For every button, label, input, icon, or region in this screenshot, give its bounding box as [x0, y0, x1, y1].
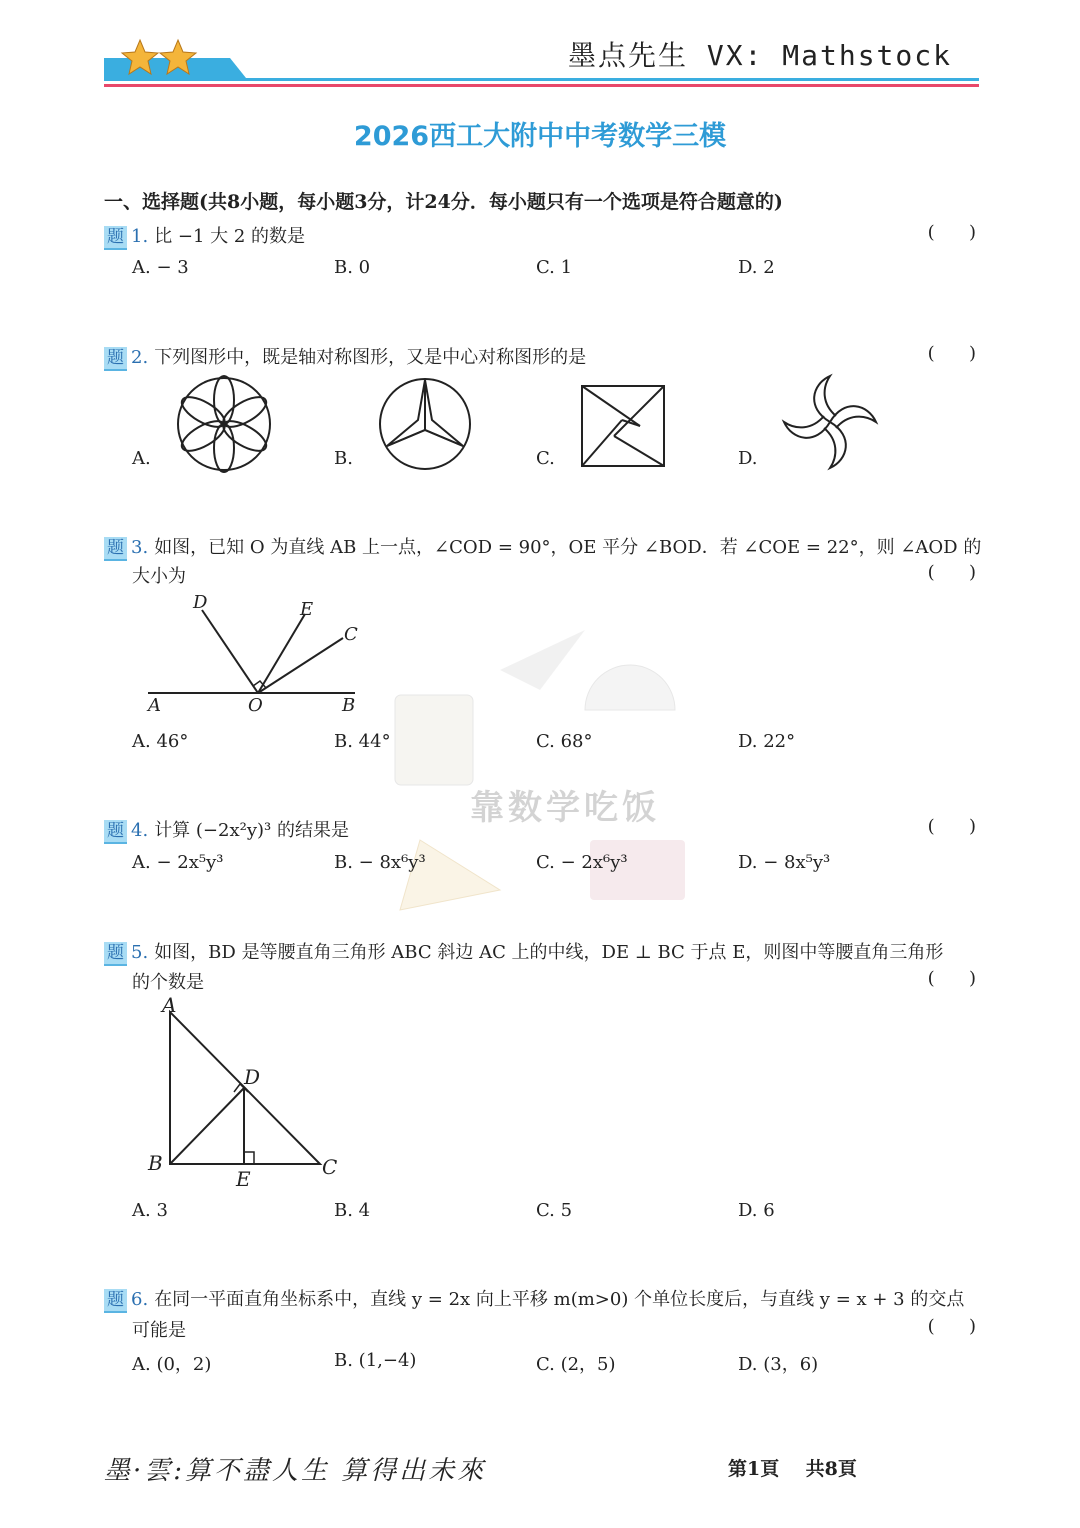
- page-number: 第1頁 共8頁: [728, 1458, 857, 1480]
- option-d: D. 2: [738, 257, 775, 278]
- ray-oe: [258, 614, 305, 693]
- option-c: C. 5: [536, 1200, 573, 1221]
- q3-angle-figure: [130, 588, 370, 718]
- watermark-graphic: [380, 620, 710, 920]
- option-a: A. − 2x⁵y³: [132, 852, 224, 873]
- notepad-icon: [395, 695, 473, 785]
- option-d: D. − 8x⁵y³: [738, 852, 831, 873]
- option-d: D. 22°: [738, 731, 796, 752]
- answer-bracket: ( ): [927, 222, 976, 243]
- option-d: D. (3，6): [738, 1354, 819, 1375]
- question-number: 2.: [131, 347, 149, 368]
- question-text: 如图，已知 O 为直线 AB 上一点，∠COD = 90°，OE 平分 ∠BOD．若 ∠COE = 22°，则 ∠AOD 的: [154, 537, 982, 558]
- option-b: B. (1,−4): [334, 1350, 417, 1371]
- question-tag: 题: [104, 1289, 127, 1313]
- option-b: B. 0: [334, 257, 371, 278]
- swirl-figure: [784, 376, 876, 468]
- option-c: C.: [536, 448, 555, 469]
- question-tag: 题: [104, 347, 127, 371]
- question-text: 计算 (−2x²y)³ 的结果是: [154, 820, 349, 841]
- question-tag: 题: [104, 226, 127, 250]
- triangle-ruler-icon: [400, 840, 500, 910]
- label-o: O: [248, 695, 263, 716]
- answer-bracket: ( ): [927, 343, 976, 364]
- option-b: B. 4: [334, 1200, 371, 1221]
- watermark-text: 靠数学吃饭: [470, 788, 660, 828]
- option-a: A. 46°: [132, 731, 189, 752]
- label-d: D: [193, 592, 208, 613]
- answer-bracket: ( ): [927, 968, 976, 989]
- question-number: 4.: [131, 820, 149, 841]
- question-number: 3.: [131, 537, 149, 558]
- header-blue-line: [104, 78, 979, 81]
- question-tag: 题: [104, 820, 127, 844]
- label-e: E: [300, 599, 314, 620]
- q2-figures: [0, 370, 1080, 480]
- square-pinwheel-figure: [582, 386, 664, 466]
- paper-plane-icon: [500, 630, 585, 690]
- header-red-line: [104, 84, 979, 87]
- question-tag: 题: [104, 537, 127, 561]
- option-c: C. (2，5): [536, 1354, 616, 1375]
- segment-bd: [170, 1088, 244, 1164]
- question-4: [104, 816, 349, 844]
- option-a: A.: [132, 448, 151, 469]
- tri-star-figure: [380, 379, 470, 469]
- option-d: D. 6: [738, 1200, 775, 1221]
- question-tag: 题: [104, 942, 127, 966]
- question-3: [104, 533, 981, 561]
- option-a: A. − 3: [132, 257, 189, 278]
- question-text: 比 −1 大 2 的数是: [154, 226, 306, 247]
- section-heading: 一、选择题(共8小题，每小题3分，计24分．每小题只有一个选项是符合题意的): [104, 191, 783, 213]
- q5-triangle-figure: [140, 990, 360, 1190]
- flower-figure: [177, 376, 270, 472]
- option-a: A. 3: [132, 1200, 168, 1221]
- ray-od: [202, 610, 258, 693]
- question-number: 1.: [131, 226, 149, 247]
- question-1: [104, 222, 305, 250]
- question-text: 如图，BD 是等腰直角三角形 ABC 斜边 AC 上的中线，DE ⊥ BC 于点 E，则图中等腰直角三角形: [154, 942, 944, 963]
- question-number: 5.: [131, 942, 149, 963]
- page-title: 2026西工大附中中考数学三模: [353, 121, 727, 152]
- label-c: C: [322, 1155, 338, 1179]
- question-2: [104, 343, 586, 371]
- answer-bracket: ( ): [927, 562, 976, 583]
- label-a: A: [162, 993, 177, 1017]
- question-continuation: 可能是: [132, 1320, 186, 1341]
- question-continuation: 的个数是: [132, 972, 204, 993]
- ray-oc: [258, 638, 343, 693]
- label-c: C: [344, 624, 358, 645]
- question-number: 6.: [131, 1289, 149, 1310]
- question-text: 下列图形中，既是轴对称图形，又是中心对称图形的是: [154, 347, 587, 368]
- right-angle-mark-e: [244, 1152, 254, 1164]
- question-6: [104, 1285, 964, 1313]
- option-b: B. − 8x⁶y³: [334, 852, 426, 873]
- label-a: A: [148, 695, 161, 716]
- option-a: A. (0，2): [132, 1354, 212, 1375]
- answer-bracket: ( ): [927, 1316, 976, 1337]
- question-5: [104, 938, 943, 966]
- option-c: C. − 2x⁶y³: [536, 852, 628, 873]
- label-e: E: [236, 1167, 251, 1190]
- label-b: B: [342, 695, 356, 716]
- option-c: C. 68°: [536, 731, 593, 752]
- label-b: B: [148, 1151, 163, 1175]
- header-brand: 墨点先生 VX: Mathstock: [567, 39, 952, 72]
- option-c: C. 1: [536, 257, 573, 278]
- option-b: B. 44°: [334, 731, 391, 752]
- question-continuation: 大小为: [132, 566, 186, 587]
- protractor-icon: [585, 665, 675, 710]
- label-d: D: [244, 1065, 261, 1089]
- question-text: 在同一平面直角坐标系中，直线 y = 2x 向上平移 m(m>0) 个单位长度后，与直线 y = x + 3 的交点: [154, 1289, 965, 1310]
- option-d: D.: [738, 448, 758, 469]
- answer-bracket: ( ): [927, 816, 976, 837]
- footer-motto: 墨·雲:算不盡人生 算得出未來: [104, 1456, 487, 1486]
- option-b: B.: [334, 448, 353, 469]
